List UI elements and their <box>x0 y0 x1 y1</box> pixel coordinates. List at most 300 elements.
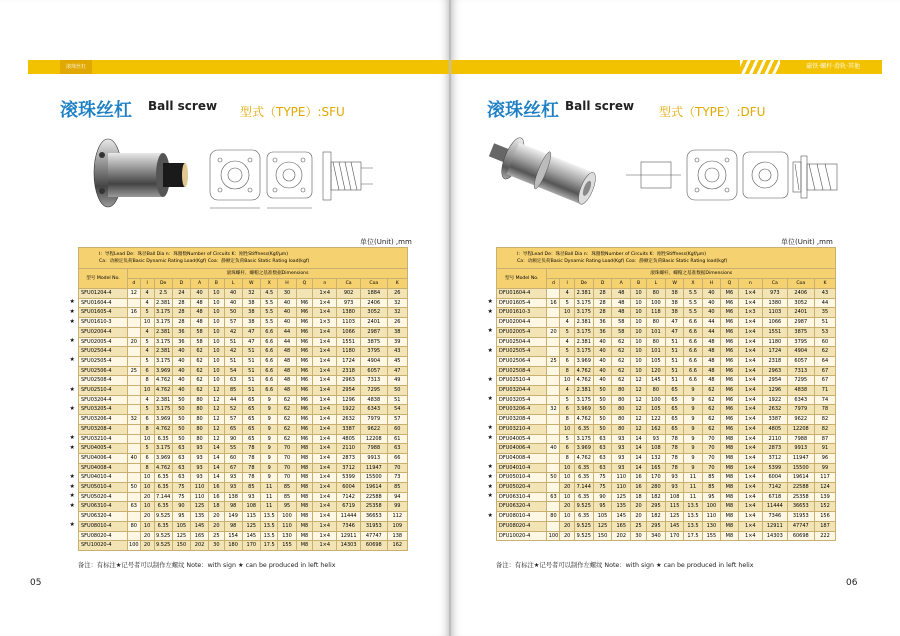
cell-h: 62 <box>702 395 721 405</box>
cell-d: 63 <box>172 444 190 454</box>
cell-b: 12 <box>631 424 647 434</box>
cell-de: 3.175 <box>154 337 172 347</box>
cell-l: 50 <box>224 308 242 318</box>
cell-x: 9 <box>684 386 702 396</box>
cell-de: 2.381 <box>574 386 593 396</box>
cell-x: 5.5 <box>684 289 702 299</box>
cell-l: 340 <box>646 531 665 541</box>
cell-x: 5.5 <box>260 308 277 318</box>
cell-n: 1×4 <box>738 531 763 541</box>
cell-q: M6 <box>296 318 313 328</box>
left-helix-star-icon: ★ <box>487 327 493 335</box>
cell-a: 62 <box>612 366 631 376</box>
cell-n: 1×4 <box>313 415 337 425</box>
cell-coa: 7313 <box>360 376 387 386</box>
cell-de: 3.969 <box>574 444 593 454</box>
table-row <box>79 405 408 415</box>
cell-n: 1×4 <box>738 386 763 396</box>
cell-a: 80 <box>612 424 631 434</box>
cell-l: 10 <box>560 512 574 522</box>
cell-a: 80 <box>612 405 631 415</box>
cell-d: 40 <box>593 337 612 347</box>
model-number: DFU03204-4 <box>497 386 547 396</box>
model-number: DFU02510-4 <box>497 376 547 386</box>
stripe-decoration <box>740 60 780 74</box>
cell-a: 93 <box>190 453 208 463</box>
cell-b: 25 <box>631 521 647 531</box>
cell-h: 70 <box>702 463 721 473</box>
cell-h: 30 <box>278 289 296 299</box>
model-number: SFU10020-4 <box>79 541 128 551</box>
table-legend: l：导程Lead De：珠径Ball Dia n：珠圈数Number of Circuits K：刚性Stiffness(Kgf/μm) Ca：动额定负荷Basic Dynamic Rating Load(Kgf) Coa：静额定负荷Basic Static Rating load(kgf) <box>79 248 408 269</box>
model-number: SFU02508-4 <box>79 376 128 386</box>
cell-l: 10 <box>560 376 574 386</box>
cell-l: 165 <box>646 463 665 473</box>
cell-de: 9.525 <box>574 521 593 531</box>
cell-k: 96 <box>814 453 835 463</box>
cell-coa: 6057 <box>360 366 387 376</box>
cell-x: 6.6 <box>684 318 702 328</box>
cell-k: 138 <box>387 531 407 541</box>
column-header-l: L <box>224 279 242 289</box>
cell-k: 67 <box>814 376 835 386</box>
cell-w: 115 <box>242 512 260 522</box>
column-header-l: l <box>560 279 574 289</box>
cell-ca: 7142 <box>337 492 361 502</box>
cell-q: M6 <box>721 289 738 299</box>
model-number: SFU04008-4 <box>79 463 128 473</box>
cell-q: M8 <box>721 521 738 531</box>
cell-n: 1×4 <box>313 444 337 454</box>
cell-coa: 4838 <box>787 386 814 396</box>
cell-x: 9 <box>260 395 277 405</box>
column-header-q: Q <box>296 279 313 289</box>
cell-l: 138 <box>224 492 242 502</box>
cell-w: 65 <box>665 395 684 405</box>
cell-l: 60 <box>224 453 242 463</box>
cell-k: 112 <box>387 512 407 522</box>
column-header-w: W <box>242 279 260 289</box>
cell-w: 65 <box>242 395 260 405</box>
cell-l: 8 <box>140 424 154 434</box>
cell-coa: 7979 <box>360 415 387 425</box>
sfu-technical-drawing <box>205 140 375 215</box>
cell-l: 10 <box>140 386 154 396</box>
cell-l: 4 <box>560 337 574 347</box>
cell-coa: 9913 <box>360 453 387 463</box>
cell-d: 36 <box>593 318 612 328</box>
shaft-diameter <box>128 347 141 357</box>
cell-x: 11 <box>684 483 702 493</box>
cell-d: 28 <box>172 298 190 308</box>
model-number: SFU04005-4 <box>79 444 128 454</box>
cell-d: 50 <box>172 434 190 444</box>
shaft-diameter <box>547 366 560 376</box>
left-page <box>0 0 449 636</box>
cell-l: 10 <box>140 318 154 328</box>
model-number: DFU08010-4 <box>497 512 547 522</box>
model-number: SFU05010-4 <box>79 483 128 493</box>
cell-l: 5 <box>560 347 574 357</box>
column-header-d: d <box>547 279 560 289</box>
cell-a: 80 <box>190 434 208 444</box>
shaft-diameter: 80 <box>547 512 560 522</box>
shaft-diameter <box>128 444 141 454</box>
model-number: DFU03210-4 <box>497 424 547 434</box>
cell-ca: 2110 <box>763 434 788 444</box>
model-number: DFU01604-4 <box>497 289 547 299</box>
table-row <box>497 473 836 483</box>
cell-de: 3.175 <box>154 308 172 318</box>
cell-a: 93 <box>612 444 631 454</box>
cell-n: 1×4 <box>738 521 763 531</box>
column-header-k: K <box>814 279 835 289</box>
table-row <box>497 463 836 473</box>
table-row <box>79 318 408 328</box>
left-helix-star-icon: ★ <box>69 404 75 412</box>
cell-k: 139 <box>814 492 835 502</box>
cell-w: 93 <box>665 483 684 493</box>
cell-l: 10 <box>140 473 154 483</box>
cell-de: 3.175 <box>574 298 593 308</box>
cell-b: 20 <box>209 521 224 531</box>
cell-h: 95 <box>278 502 296 512</box>
cell-w: 51 <box>665 356 684 366</box>
cell-b: 10 <box>631 356 647 366</box>
cell-w: 65 <box>242 415 260 425</box>
cell-l: 98 <box>224 521 242 531</box>
cell-de: 6.35 <box>574 512 593 522</box>
cell-w: 47 <box>242 337 260 347</box>
shaft-diameter: 20 <box>547 327 560 337</box>
cell-a: 93 <box>612 463 631 473</box>
model-number: DFU02506-4 <box>497 356 547 366</box>
cell-l: 5 <box>560 395 574 405</box>
cell-n: 1×4 <box>738 298 763 308</box>
cell-n: 1×4 <box>738 395 763 405</box>
cell-w: 145 <box>242 531 260 541</box>
cell-x: 6.6 <box>684 356 702 366</box>
model-number: SFU03206-4 <box>79 415 128 425</box>
cell-q: M8 <box>296 512 313 522</box>
left-helix-star-icon: ★ <box>69 434 75 442</box>
table-row <box>79 463 408 473</box>
cell-x: 6.6 <box>260 337 277 347</box>
cell-w: 78 <box>242 463 260 473</box>
cell-l: 145 <box>646 376 665 386</box>
table-row <box>497 356 836 366</box>
cell-n: 1×4 <box>313 483 337 493</box>
cell-q: M8 <box>296 492 313 502</box>
model-number: SFU04006-4 <box>79 453 128 463</box>
cell-d: 95 <box>172 512 190 522</box>
table-row <box>497 521 836 531</box>
cell-coa: 4904 <box>787 347 814 357</box>
cell-l: 4 <box>560 386 574 396</box>
cell-b: 10 <box>631 327 647 337</box>
cell-w: 125 <box>665 512 684 522</box>
cell-ca: 11444 <box>337 512 361 522</box>
shaft-diameter: 25 <box>128 366 141 376</box>
cell-q: M8 <box>296 541 313 551</box>
cell-l: 4 <box>140 395 154 405</box>
page-title-en: Ball screw <box>148 99 218 113</box>
cell-l: 10 <box>140 502 154 512</box>
cell-l: 5 <box>560 327 574 337</box>
cell-ca: 1180 <box>763 337 788 347</box>
model-number: SFU03210-4 <box>79 434 128 444</box>
cell-ca: 3712 <box>337 463 361 473</box>
cell-l: 280 <box>646 483 665 493</box>
cell-n: 1×4 <box>738 366 763 376</box>
cell-h: 70 <box>702 434 721 444</box>
model-number: DFU06320-4 <box>497 502 547 512</box>
cell-d: 24 <box>172 289 190 299</box>
cell-k: 117 <box>814 473 835 483</box>
cell-h: 85 <box>278 492 296 502</box>
cell-ca: 14303 <box>337 541 361 551</box>
cell-n: 1×4 <box>313 512 337 522</box>
cell-de: 2.381 <box>574 337 593 347</box>
cell-l: 5 <box>560 434 574 444</box>
cell-ca: 1551 <box>763 327 788 337</box>
cell-l: 4 <box>140 327 154 337</box>
section-tab: 滚珠丝杠 <box>60 60 92 74</box>
cell-w: 47 <box>242 327 260 337</box>
table-row <box>79 434 408 444</box>
cell-ca: 1724 <box>337 356 361 366</box>
cell-coa: 36653 <box>360 512 387 522</box>
cell-b: 10 <box>209 318 224 328</box>
cell-a: 125 <box>612 492 631 502</box>
cell-k: 85 <box>387 483 407 493</box>
model-number: DFU02508-4 <box>497 366 547 376</box>
cell-x: 9 <box>260 434 277 444</box>
cell-de: 3.175 <box>574 308 593 318</box>
left-helix-star-icon: ★ <box>69 501 75 509</box>
cell-n: 1×4 <box>738 415 763 425</box>
cell-b: 10 <box>209 356 224 366</box>
cell-coa: 4904 <box>360 356 387 366</box>
cell-q: M6 <box>721 415 738 425</box>
cell-l: 90 <box>224 434 242 444</box>
cell-coa: 6343 <box>360 405 387 415</box>
cell-w: 65 <box>665 386 684 396</box>
cell-k: 222 <box>814 531 835 541</box>
cell-q: M6 <box>296 434 313 444</box>
cell-n: 1×4 <box>738 356 763 366</box>
cell-q: M6 <box>721 424 738 434</box>
column-headers <box>79 279 408 289</box>
cell-w: 145 <box>665 521 684 531</box>
cell-x: 5.5 <box>684 298 702 308</box>
shaft-diameter <box>547 463 560 473</box>
cell-n: 1×4 <box>313 521 337 531</box>
cell-h: 155 <box>278 541 296 551</box>
cell-x: 5.5 <box>260 298 277 308</box>
shaft-diameter <box>128 531 141 541</box>
cell-l: 51 <box>224 337 242 347</box>
cell-d: 95 <box>593 502 612 512</box>
model-number: DFU04006-4 <box>497 444 547 454</box>
cell-a: 62 <box>612 376 631 386</box>
cell-de: 6.35 <box>574 492 593 502</box>
left-helix-star-icon: ★ <box>487 395 493 403</box>
cell-h: 130 <box>702 521 721 531</box>
cell-de: 2.381 <box>154 395 172 405</box>
cell-b: 10 <box>209 327 224 337</box>
cell-k: 35 <box>814 308 835 318</box>
cell-h: 70 <box>702 453 721 463</box>
cell-coa: 60698 <box>787 531 814 541</box>
cell-d: 50 <box>593 424 612 434</box>
cell-h: 48 <box>702 337 721 347</box>
cell-q: M6 <box>296 298 313 308</box>
cell-ca: 3387 <box>337 424 361 434</box>
cell-ca: 1380 <box>763 298 788 308</box>
table-row <box>497 453 836 463</box>
table-row <box>497 483 836 493</box>
cell-x: 6.6 <box>684 376 702 386</box>
shaft-diameter <box>547 308 560 318</box>
cell-k: 61 <box>387 434 407 444</box>
cell-n: 1×4 <box>313 376 337 386</box>
cell-a: 62 <box>190 347 208 357</box>
cell-k: 39 <box>387 337 407 347</box>
cell-b: 16 <box>209 483 224 493</box>
cell-l: 170 <box>646 473 665 483</box>
table-row <box>497 347 836 357</box>
table-legend: l：导程Lead De：珠径Ball Dia n：珠圈数Number of Circuits K：刚性Stiffness(Kgf/μm) Ca：动额定负荷Basic Dynamic Rating Load(Kgf) Coa：静额定负荷Basic Static Rating load(kgf) <box>497 248 836 269</box>
unit-label: 单位(Unit) ,mm <box>360 238 412 246</box>
cell-coa: 3052 <box>787 298 814 308</box>
shaft-diameter <box>128 424 141 434</box>
spec-table-dfu <box>496 247 836 541</box>
cell-a: 62 <box>612 356 631 366</box>
table-row <box>79 444 408 454</box>
table-row <box>497 327 836 337</box>
shaft-diameter: 80 <box>128 521 141 531</box>
cell-ca: 3387 <box>763 415 788 425</box>
cell-coa: 3052 <box>360 308 387 318</box>
cell-l: 93 <box>224 483 242 493</box>
cell-de: 3.175 <box>574 347 593 357</box>
left-helix-star-icon: ★ <box>69 521 75 529</box>
cell-coa: 19614 <box>360 483 387 493</box>
cell-h: 40 <box>278 318 296 328</box>
cell-l: 20 <box>140 541 154 551</box>
table-row <box>497 395 836 405</box>
cell-h: 44 <box>702 318 721 328</box>
left-helix-star-icon: ★ <box>69 356 75 364</box>
cell-de: 3.175 <box>154 444 172 454</box>
cell-b: 12 <box>209 395 224 405</box>
cell-a: 80 <box>190 405 208 415</box>
cell-l: 80 <box>646 289 665 299</box>
cell-h: 62 <box>278 434 296 444</box>
left-helix-star-icon: ★ <box>487 346 493 354</box>
table-row <box>79 298 408 308</box>
cell-q: M6 <box>296 405 313 415</box>
cell-x: 5.5 <box>260 318 277 328</box>
model-number: SFU01605-4 <box>79 308 128 318</box>
shaft-diameter <box>128 395 141 405</box>
cell-w: 47 <box>665 327 684 337</box>
column-header-w: W <box>665 279 684 289</box>
cell-de: 3.969 <box>154 366 172 376</box>
cell-b: 10 <box>631 337 647 347</box>
unit-label: 单位(Unit) ,mm <box>781 238 833 246</box>
cell-l: 20 <box>560 531 574 541</box>
cell-l: 154 <box>224 531 242 541</box>
shaft-diameter <box>547 453 560 463</box>
cell-d: 50 <box>593 395 612 405</box>
cell-b: 14 <box>631 444 647 454</box>
cell-l: 8 <box>560 415 574 425</box>
shaft-diameter <box>547 376 560 386</box>
cell-h: 44 <box>278 337 296 347</box>
cell-b: 10 <box>209 347 224 357</box>
cell-a: 93 <box>612 434 631 444</box>
page-title-cn: 滚珠丝杠 <box>60 100 132 121</box>
cell-w: 78 <box>665 463 684 473</box>
model-number: DFU02504-4 <box>497 337 547 347</box>
left-helix-star-icon: ★ <box>69 482 75 490</box>
column-header-x: X <box>260 279 277 289</box>
cell-n: 1×4 <box>313 347 337 357</box>
model-number: SFU02005-4 <box>79 337 128 347</box>
model-number: SFU08020-4 <box>79 531 128 541</box>
cell-q: M6 <box>296 386 313 396</box>
cell-n: 1×4 <box>738 347 763 357</box>
cell-b: 16 <box>631 483 647 493</box>
cell-ca: 1922 <box>763 395 788 405</box>
cell-h: 62 <box>702 424 721 434</box>
cell-d: 50 <box>593 405 612 415</box>
cell-b: 14 <box>631 434 647 444</box>
cell-q: M6 <box>296 327 313 337</box>
cell-k: 53 <box>814 327 835 337</box>
cell-d: 40 <box>172 386 190 396</box>
cell-a: 110 <box>612 483 631 493</box>
cell-l: 180 <box>224 541 242 551</box>
column-header-d: d <box>128 279 141 289</box>
cell-de: 6.35 <box>154 434 172 444</box>
cell-l: 57 <box>224 415 242 425</box>
cell-d: 40 <box>172 347 190 357</box>
cell-a: 135 <box>612 502 631 512</box>
cell-de: 4.762 <box>154 386 172 396</box>
cell-q: M6 <box>296 337 313 347</box>
cell-q: M6 <box>721 298 738 308</box>
cell-de: 6.35 <box>154 473 172 483</box>
cell-ca: 1066 <box>763 318 788 328</box>
cell-b: 18 <box>209 502 224 512</box>
column-header-de: De <box>154 279 172 289</box>
table-row <box>497 318 836 328</box>
model-number: DFU02004-4 <box>497 318 547 328</box>
column-header-d: D <box>172 279 190 289</box>
cell-ca: 6719 <box>337 502 361 512</box>
model-number: DFU08020-4 <box>497 521 547 531</box>
cell-x: 13.5 <box>260 512 277 522</box>
table-row <box>497 444 836 454</box>
column-header-b: B <box>209 279 224 289</box>
cell-l: 295 <box>646 521 665 531</box>
model-number: DFU01605-4 <box>497 298 547 308</box>
cell-a: 135 <box>190 512 208 522</box>
cell-n: 1×4 <box>738 318 763 328</box>
